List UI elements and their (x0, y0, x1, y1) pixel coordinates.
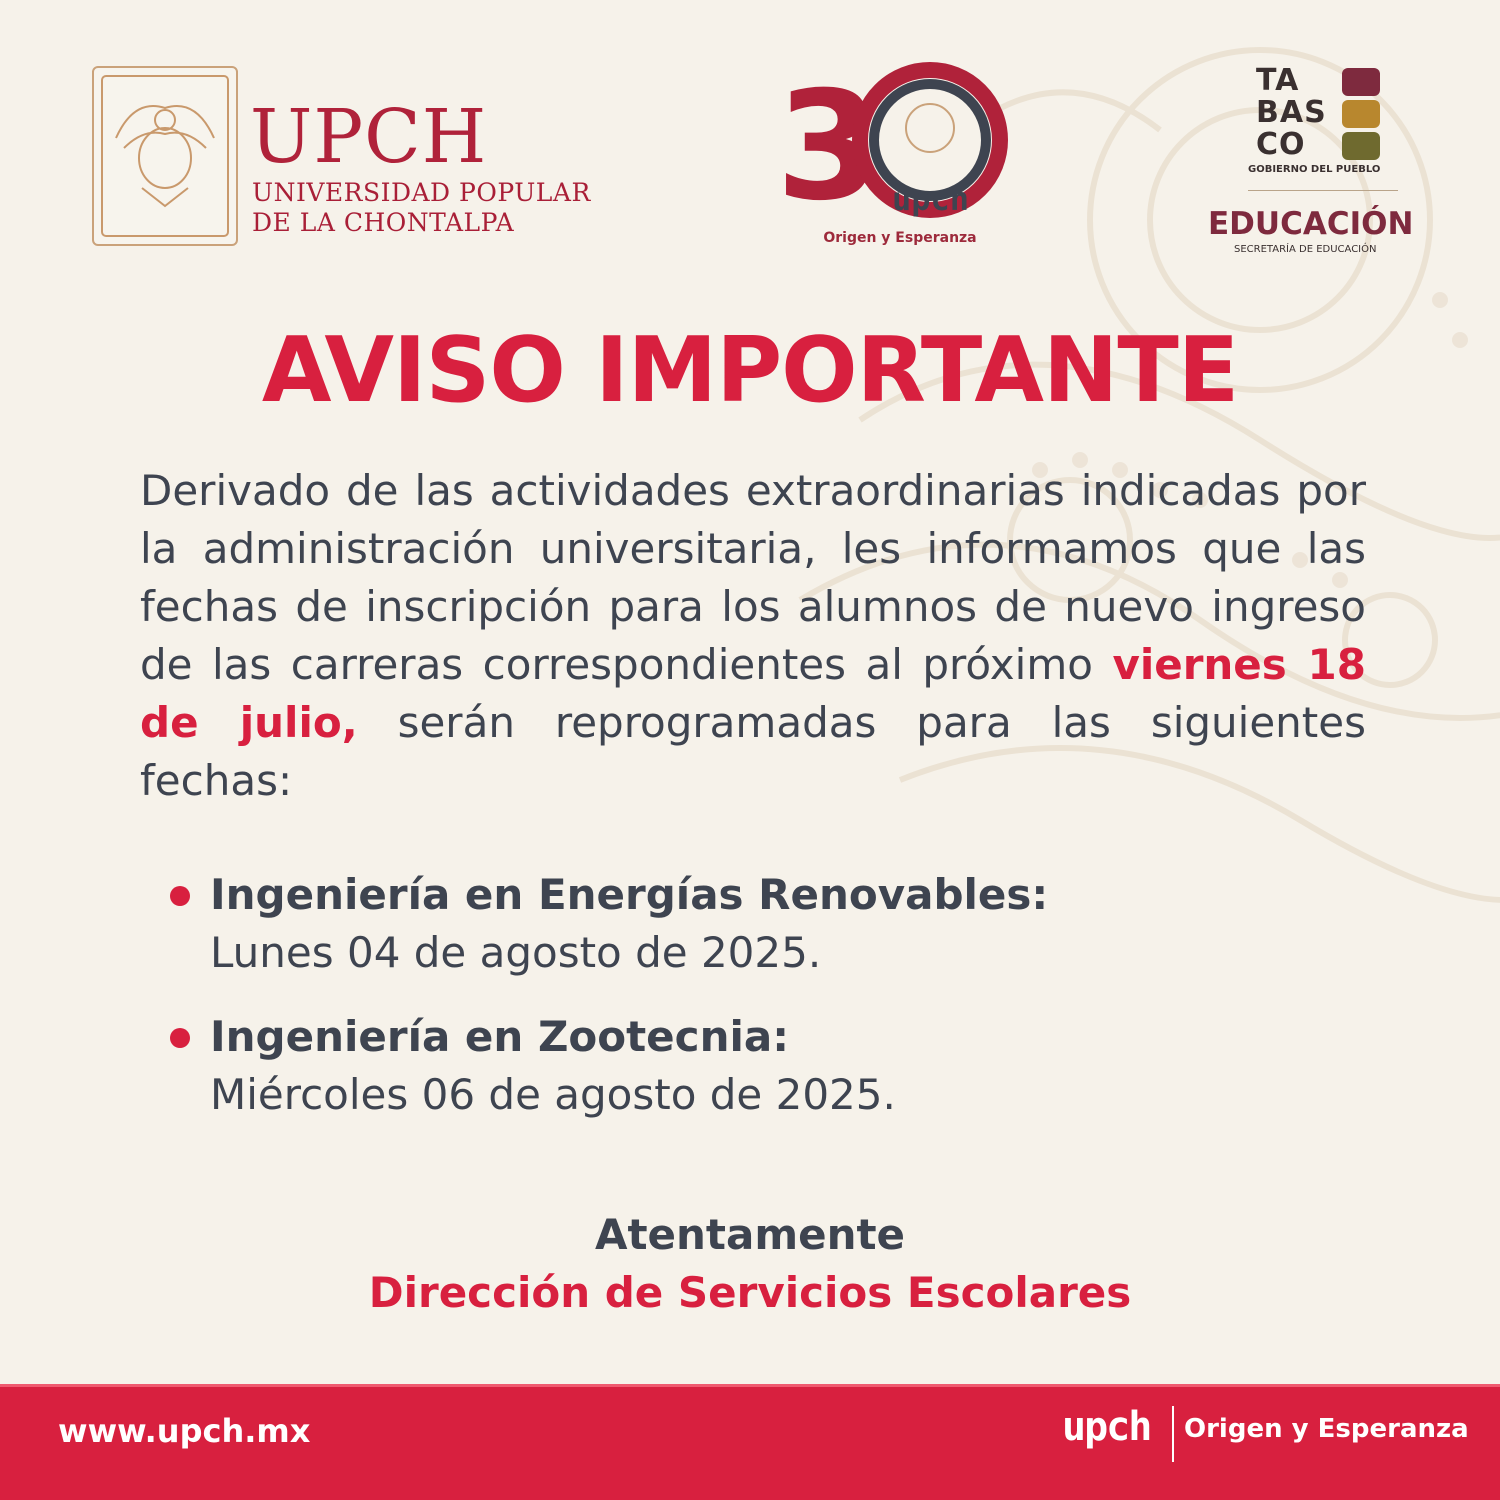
footer-top-line (0, 1384, 1500, 1387)
education-sub-label: SECRETARÍA DE EDUCACIÓN (1234, 244, 1377, 255)
footer-bar (0, 1384, 1500, 1500)
svg-text:upch: upch (892, 180, 970, 218)
program-name: Ingeniería en Energías Renovables: (210, 870, 1049, 919)
schedule-list (168, 866, 1368, 1150)
eagle-seal-icon (94, 68, 236, 244)
bullet-dot-icon (170, 886, 190, 906)
tabasco-line-2: BAS (1256, 95, 1327, 130)
bullet-dot-icon (170, 1028, 190, 1048)
signature-text: Dirección de Servicios Escolares (368, 1268, 1132, 1317)
list-item (168, 866, 1368, 982)
upch-logo (92, 66, 591, 256)
paragraph-text-start: Derivado de las actividades extraordinarias indicadas por la administración universitaria, les informamos que las fechas de inscripción para los alumnos de nuevo ingreso de las carreras correspondientes al próximo (140, 466, 1366, 689)
closing-text: Atentamente (594, 1210, 906, 1259)
page-title: AVISO IMPORTANTE (261, 318, 1239, 423)
website-link[interactable]: www.upch.mx (58, 1412, 311, 1450)
program-date: Lunes 04 de agosto de 2025. (210, 928, 822, 977)
tabasco-line-1: TA (1256, 63, 1300, 98)
upch-subtitle-line1: UNIVERSIDAD POPULAR (252, 178, 591, 207)
svg-text:3: 3 (776, 60, 881, 228)
list-item (168, 1008, 1368, 1124)
anniversary-tagline: Origen y Esperanza (823, 230, 977, 246)
footer-tagline: Origen y Esperanza (1184, 1414, 1469, 1444)
anniversary-emblem-icon (770, 58, 1030, 228)
university-seal (92, 66, 238, 246)
anniversary-logo (770, 58, 1030, 258)
tabasco-glyph-icon (1340, 66, 1382, 162)
tabasco-education-logo (1200, 60, 1420, 260)
tabasco-line-3: CO (1256, 127, 1306, 162)
program-name: Ingeniería en Zootecnia: (210, 1012, 789, 1061)
paragraph-text-end: serán reprogramadas para las siguientes fechas: (140, 698, 1366, 805)
upch-subtitle-line2: DE LA CHONTALPA (252, 208, 515, 237)
upch-title: UPCH (250, 94, 488, 180)
program-date: Miércoles 06 de agosto de 2025. (210, 1070, 896, 1119)
logo-divider (1248, 190, 1398, 191)
paragraph-highlight-date: viernes 18 de julio, (140, 640, 1367, 747)
footer-brand-logo: upch (1062, 1404, 1151, 1450)
notice-paragraph (140, 462, 1366, 810)
footer-divider (1172, 1406, 1174, 1462)
education-label: EDUCACIÓN (1208, 206, 1414, 242)
government-label: GOBIERNO DEL PUEBLO (1248, 164, 1381, 175)
